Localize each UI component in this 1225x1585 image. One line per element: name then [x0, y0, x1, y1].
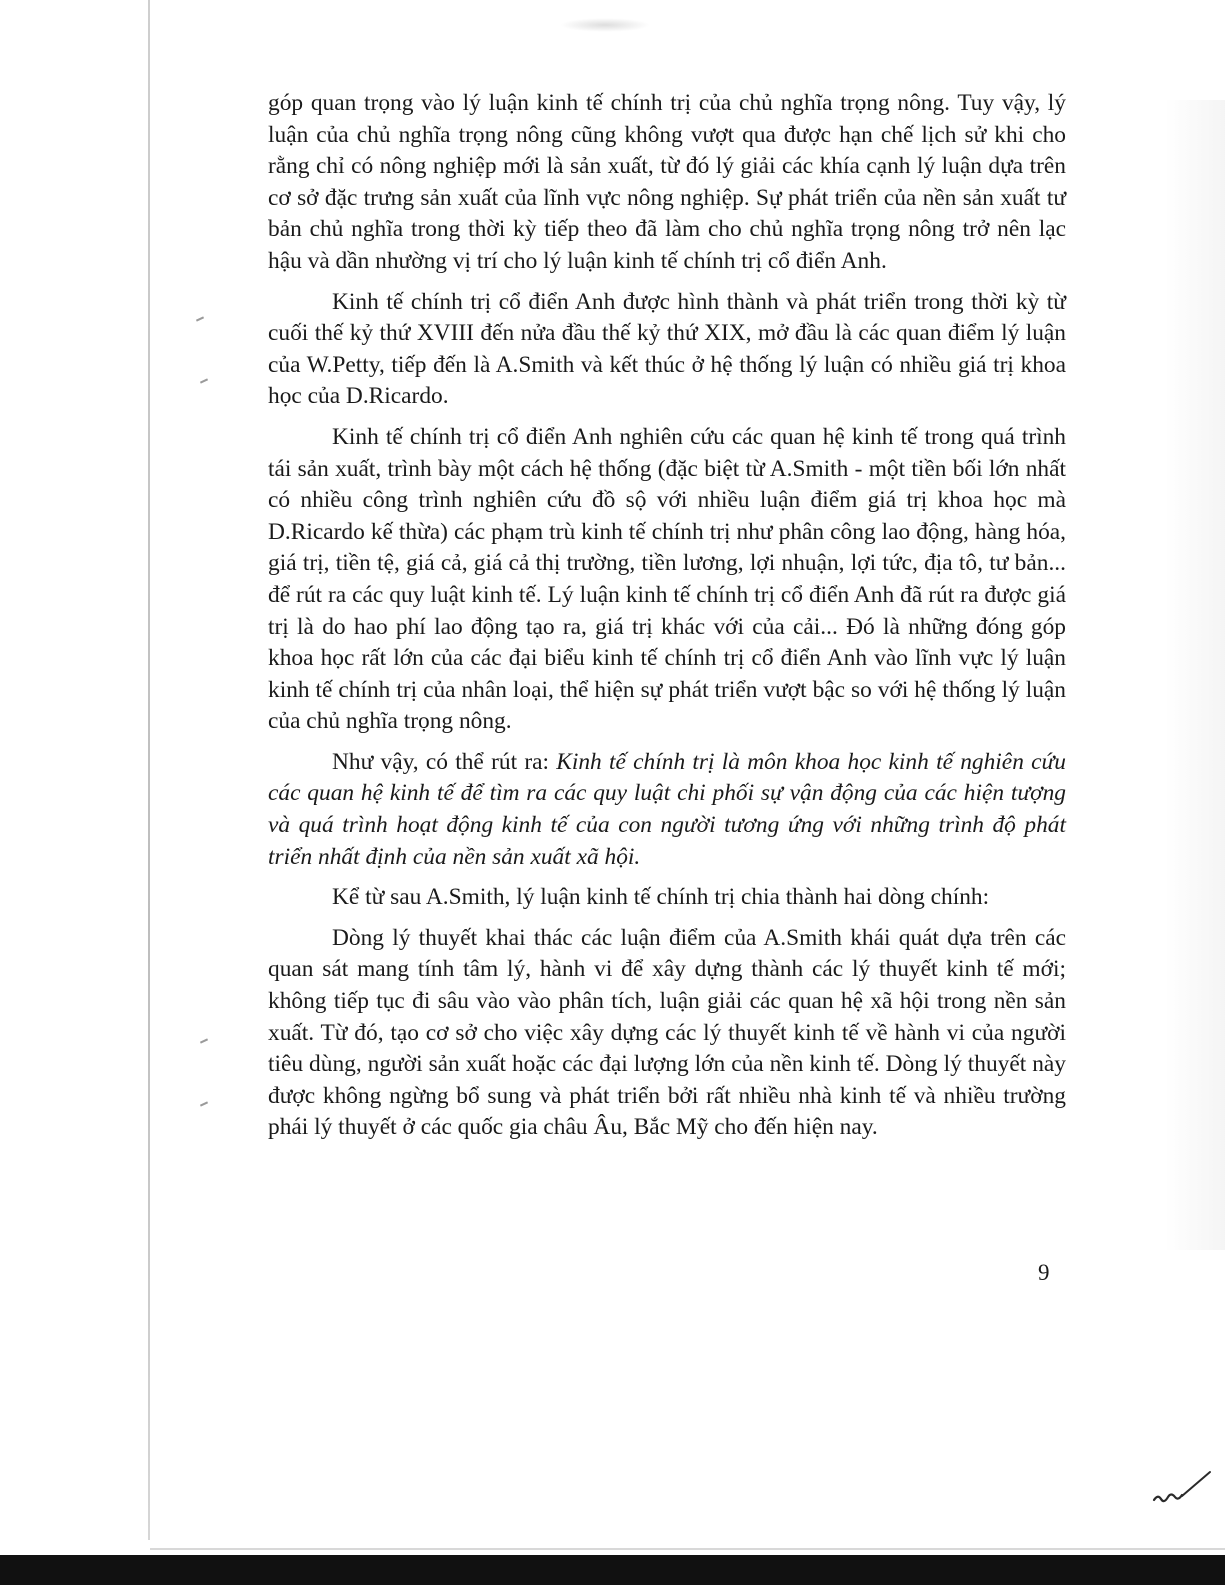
margin-mark	[196, 316, 204, 321]
show-through-shadow	[1165, 100, 1225, 1250]
paragraph-2: Kinh tế chính trị cổ điển Anh được hình thành và phát triển trong thời kỳ từ cuối thế kỷ thứ XVIII đến nửa đầu thế kỷ thứ XIX, mở đầu là các quan điểm lý luận của W.Petty, tiếp đến là A.Smith và kết thúc ở hệ thống lý luận có nhiều giá trị khoa học của D.Ricardo.	[268, 288, 1066, 410]
definition-lead: Như vậy, có thể rút ra:	[332, 748, 557, 775]
scan-bottom-line	[150, 1548, 1225, 1550]
margin-mark	[200, 1101, 208, 1106]
definition-paragraph	[268, 747, 1066, 873]
page-body	[268, 88, 1066, 1153]
margin-mark	[200, 378, 208, 383]
paragraph-6: Dòng lý thuyết khai thác các luận điểm của A.Smith khái quát dựa trên các quan sát mang tính tâm lý, hành vi để xây dựng thành các lý thuyết kinh tế mới; không tiếp tục đi sâu vào vào phân tích, luận giải các quan hệ xã hội trong nền sản xuất. Từ đó, tạo cơ sở cho việc xây dựng các lý thuyết kinh tế về hành vi của người tiêu dùng, người sản xuất hoặc các đại lượng lớn của nền kinh tế. Dòng lý thuyết này được không ngừng bổ sung và phát triển bởi rất nhiều nhà kinh tế và nhiều trường phái lý thuyết ở các quốc gia châu Âu, Bắc Mỹ cho đến hiện nay.	[268, 924, 1066, 1141]
scan-bottom-edge	[0, 1555, 1225, 1585]
scan-left-edge	[148, 0, 150, 1540]
page-number: 9	[1038, 1260, 1050, 1285]
handwritten-mark-icon	[1148, 1470, 1214, 1510]
top-smudge	[560, 18, 650, 32]
paragraph-3: Kinh tế chính trị cổ điển Anh nghiên cứu các quan hệ kinh tế trong quá trình tái sản xuất, trình bày một cách hệ thống (đặc biệt từ A.Smith - một tiền bối lớn nhất có nhiều công trình nghiên cứu đồ sộ với nhiều luận điểm giá trị khoa học mà D.Ricardo kế thừa) các phạm trù kinh tế chính trị như phân công lao động, hàng hóa, giá trị, tiền tệ, giá cả, giá cả thị trường, tiền lương, lợi nhuận, lợi tức, địa tô, tư bản... để rút ra các quy luật kinh tế. Lý luận kinh tế chính trị cổ điển Anh đã rút ra được giá trị là do hao phí lao động tạo ra, giá trị khác với của cải... Đó là những đóng góp khoa học rất lớn của các đại biểu kinh tế chính trị cổ điển Anh vào lĩnh vực lý luận kinh tế chính trị của nhân loại, thể hiện sự phát triển vượt bậc so với hệ thống lý luận của chủ nghĩa trọng nông.	[268, 423, 1066, 735]
definition-text: Kinh tế chính trị là môn khoa học kinh tế nghiên cứu các quan hệ kinh tế để tìm ra các quy luật chi phối sự vận động của các hiện tượng và quá trình hoạt động kinh tế của con người tương ứng với những trình độ phát triển nhất định của nền sản xuất xã hội.	[268, 748, 1066, 870]
margin-mark	[200, 1038, 208, 1043]
paragraph-1: góp quan trọng vào lý luận kinh tế chính trị của chủ nghĩa trọng nông. Tuy vậy, lý luận của chủ nghĩa trọng nông cũng không vượt qua được hạn chế lịch sử khi cho rằng chỉ có nông nghiệp mới là sản xuất, từ đó lý giải các khía cạnh lý luận dựa trên cơ sở đặc trưng sản xuất của lĩnh vực nông nghiệp. Sự phát triển của nền sản xuất tư bản chủ nghĩa trong thời kỳ tiếp theo đã làm cho chủ nghĩa trọng nông trở nên lạc hậu và dần nhường vị trí cho lý luận kinh tế chính trị cổ điển Anh.	[268, 90, 1066, 274]
paragraph-5: Kể từ sau A.Smith, lý luận kinh tế chính trị chia thành hai dòng chính:	[332, 884, 990, 911]
